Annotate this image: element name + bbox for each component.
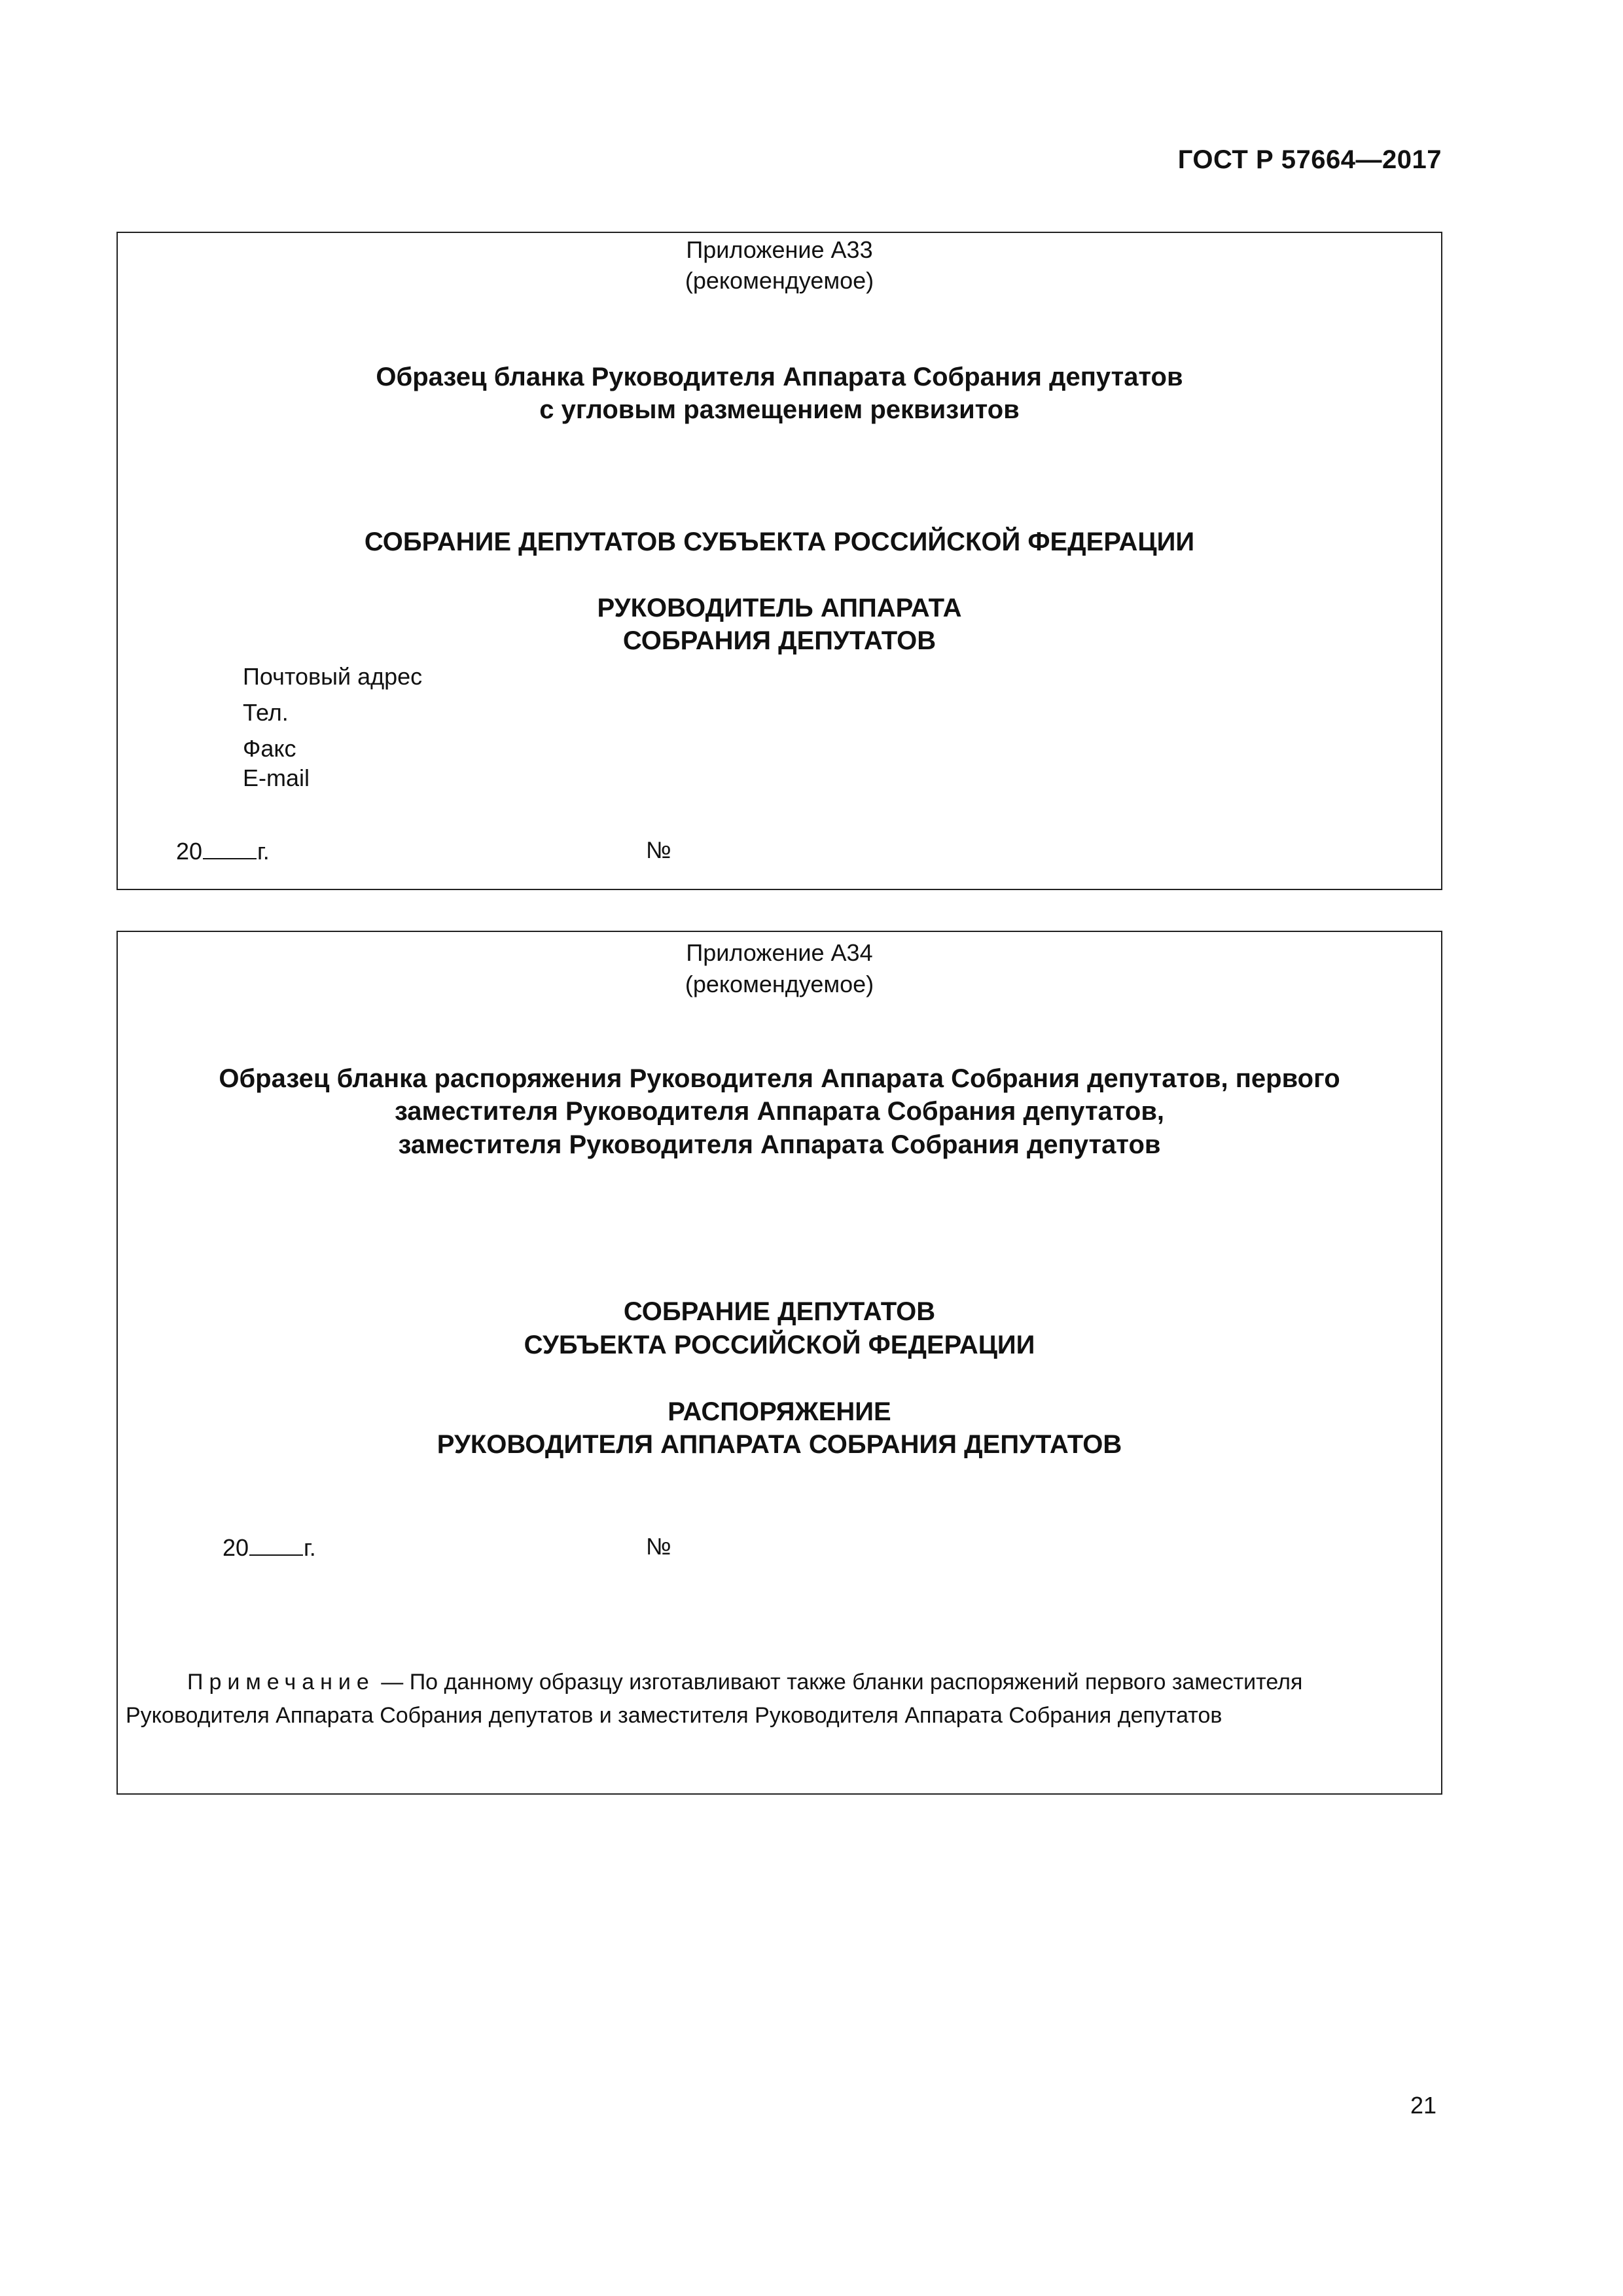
appendix-a33-tel: Тел.: [243, 699, 289, 726]
date-suffix: г.: [257, 838, 270, 865]
appendix-a33-postal-address: Почтовый адрес: [243, 663, 423, 690]
appendix-a34-title-line3: заместителя Руководителя Аппарата Собрания депутатов: [398, 1130, 1161, 1159]
appendix-a33-frame: [116, 232, 1442, 890]
appendix-a33-label: Приложение А33: [686, 236, 873, 263]
date-prefix: 20: [223, 1534, 249, 1561]
appendix-a33-date-field: [176, 838, 270, 863]
appendix-a34-recommended: (рекомендуемое): [685, 971, 874, 997]
appendix-a33-number-sign: №: [646, 836, 671, 863]
page-number: 21: [1410, 2092, 1436, 2119]
appendix-a34-doc-line1: РАСПОРЯЖЕНИЕ: [668, 1397, 891, 1426]
appendix-a33-position-line2: СОБРАНИЯ ДЕПУТАТОВ: [622, 626, 936, 655]
appendix-a33-email: E-mail: [243, 764, 310, 791]
date-suffix: г.: [304, 1534, 316, 1561]
date-prefix: 20: [176, 838, 203, 865]
note-label: Примечание: [187, 1670, 375, 1695]
appendix-a33-title-line1: Образец бланка Руководителя Аппарата Собрания депутатов: [376, 363, 1183, 391]
appendix-a33-org-name: СОБРАНИЕ ДЕПУТАТОВ СУБЪЕКТА РОССИЙСКОЙ ФЕДЕРАЦИИ: [364, 528, 1195, 556]
date-blank-line: [203, 838, 257, 859]
appendix-a34-title-line2: заместителя Руководителя Аппарата Собрания депутатов,: [394, 1097, 1165, 1126]
date-blank-line: [249, 1535, 303, 1556]
document-code: ГОСТ Р 57664—2017: [1177, 145, 1442, 174]
appendix-a34-doc-line2: РУКОВОДИТЕЛЯ АППАРАТА СОБРАНИЯ ДЕПУТАТОВ: [437, 1430, 1122, 1459]
appendix-a34-org-line2: СУБЪЕКТА РОССИЙСКОЙ ФЕДЕРАЦИИ: [524, 1331, 1035, 1359]
appendix-a33-position-line1: РУКОВОДИТЕЛЬ АППАРАТА: [597, 594, 962, 622]
appendix-a34-date-field: [223, 1535, 316, 1560]
appendix-a34-frame: [116, 931, 1442, 1795]
appendix-a34-title-line1: Образец бланка распоряжения Руководителя Аппарата Собрания депутатов, первого: [219, 1064, 1340, 1093]
note-text-line1: — По данному образцу изготавливают также бланки распоряжений первого заместителя: [374, 1670, 1303, 1695]
appendix-a34-org-line1: СОБРАНИЕ ДЕПУТАТОВ: [623, 1297, 936, 1326]
appendix-a34-note-line1: [187, 1671, 1302, 1693]
appendix-a34-label: Приложение А34: [686, 939, 873, 966]
appendix-a34-number-sign: №: [646, 1533, 671, 1560]
appendix-a33-recommended: (рекомендуемое): [685, 267, 874, 294]
appendix-a33-fax: Факс: [243, 735, 296, 762]
appendix-a34-note-line2: Руководителя Аппарата Собрания депутатов и заместителя Руководителя Аппарата Собрания депутатов: [126, 1703, 1222, 1728]
appendix-a33-title-line2: с угловым размещением реквизитов: [539, 395, 1020, 424]
